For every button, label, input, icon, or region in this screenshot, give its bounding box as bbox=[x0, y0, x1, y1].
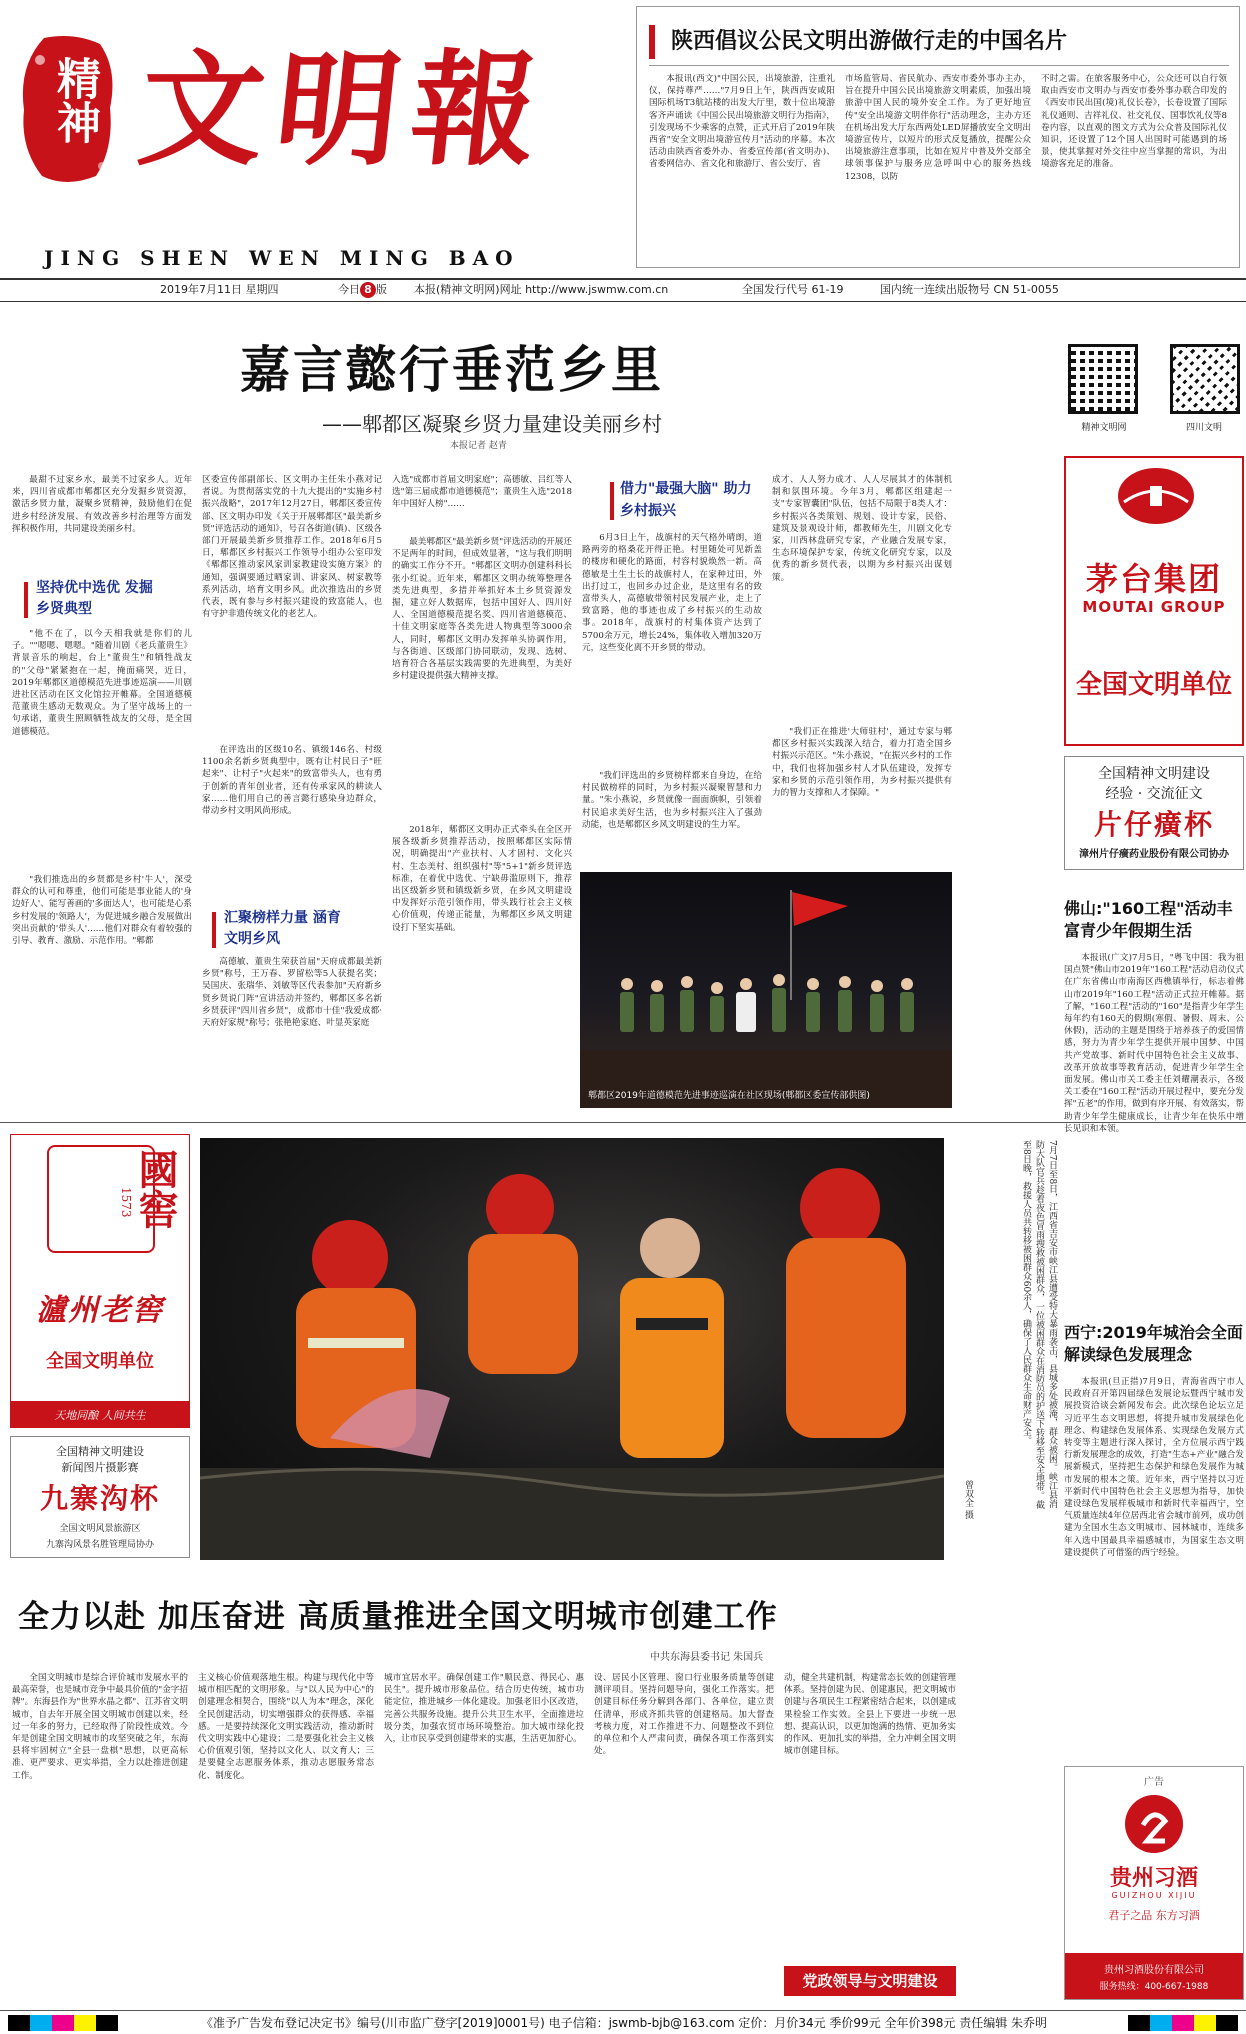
pages-prefix: 今日 bbox=[338, 283, 360, 296]
guojiao-brand: 瀘州老窖 bbox=[36, 1293, 164, 1328]
stage-photo bbox=[580, 872, 952, 1108]
flood-photo bbox=[200, 1138, 944, 1560]
bottom-col2: 主义核心价值观落地生根。构建与现代化中等城市相匹配的文明形象。与"以人民为中心"的创建理念相契合，围绕"以人为本"理念，深化全民创建活动，切实增强群众的获得感、幸福感。一是要持续深化文明实践活动，推动新时代文明实践中心建设；二是要强化社会主义核心价值观引领，坚持以文化人、以文育人；三是要健全志愿服务体系，推动志愿服务常态化、制度化。 bbox=[198, 1673, 374, 1781]
masthead-seal bbox=[14, 30, 122, 190]
section-rule bbox=[0, 1122, 1246, 1123]
lead-sub1-text: 坚持优中选优 发掘乡贤典型 bbox=[36, 580, 153, 617]
lead-sub2-bar bbox=[212, 912, 216, 948]
bottom-byline: 中共东海县委书记 朱国兵 bbox=[650, 1652, 764, 1663]
lead-col1-c: "我们推选出的乡贤都是乡村'牛人'，深受群众的认可和尊重，他们可能是事业能人的'身边好人'、能写善画的'多面达人'，也可能是心系乡村发展的'领路人'，为促进城乡融合发展做出突出贡献的'带头人'……他们对群众有着较强的引导、教育、激励、示范作用。"郫都 bbox=[12, 875, 192, 947]
lead-sub2-text: 汇聚榜样力量 涵育文明乡风 bbox=[224, 910, 341, 947]
top-news-col3: 不时之需。在旅客服务中心，公众还可以自行领取由西安市文明办与西安市委外事办联合印发的《西安市民出国(境)礼仪长卷》，长卷设置了国际礼仪通则、吉祥礼仪、社交礼仪、国事饮礼仪等8卷内容，以直观的图文方式为公众普及国际礼仪知识，还设置了12个国人出国时可能遇到的场景，使其掌握对外交往中应当掌握的常识，为出境游客充足的准备。 bbox=[1041, 74, 1227, 170]
lead-sub3-text: 借力"最强大脑" 助力乡村振兴 bbox=[620, 481, 752, 519]
pzh-brand: 片仔癀杯 bbox=[1093, 808, 1214, 841]
lead-col3-a: 入选"成都市首届文明家庭"；高德敏、吕红等人选"第三届成都市道德模范"；董贵生入选"2018年中国好人榜"…… bbox=[392, 475, 572, 510]
guizhou-company: 贵州习酒股份有限公司 bbox=[1104, 1965, 1204, 1976]
jzg-co2: 九寨沟风景名胜管理局协办 bbox=[45, 1540, 154, 1550]
guojiao-tag: 全国文明单位 bbox=[46, 1351, 154, 1372]
lead-col4-a: 6月3日上午，战旗村的天气格外晴朗，道路两旁的格桑花开得正艳。村里随处可见新盖的楼房和硬化的路面，村容村貌焕然一新。高德敏是土生土长的战旗村人，在家种过田，外出打过工，也回乡办过企业，是这里有名的致富带头人，高德敏带领村民发展产业，走上了致富路，他的事迹也成了乡村振兴的生动故事。2018年，战旗村的村集体资产达到了5700余万元，增长24%，集体收入增加320万元，这些变化离不开乡贤的带动。 bbox=[582, 533, 762, 653]
footer-text: 《准予广告发布登记决定书》编号(川市监广登字[2019]0001号) 电子信箱：jswmb-bjb@163.com 定价：月价34元 季价99元 全年价398元 责任编辑 朱乔明 bbox=[200, 2016, 1048, 2030]
date-bar bbox=[0, 278, 1246, 302]
lead-sub2 bbox=[202, 908, 382, 950]
guojiao-year: 1573 bbox=[119, 1187, 133, 1218]
guojiao-seal-text: 國窖 bbox=[132, 1149, 179, 1229]
lead-col1-b: "他不在了，以今天相我就是你们的儿子。""嗯嗯、嗯嗯。"随着川剧《老兵董贵生》背景音乐的响起，台上"董贵生"和牺牲战友的"父母"紧紧抱在一起，掩面痛哭，近日，2019年郫都区道德模范先进事迹巡演——川剧进社区活动在区文化馆拉开帷幕。全国道德模范董贵生感动无数观众。为了坚守战场上的一句承诺，董贵生照顾牺牲战友的父母，是全国道德模范。 bbox=[12, 629, 192, 737]
pages-line bbox=[338, 280, 387, 300]
top-news-bar bbox=[649, 25, 655, 59]
stage-caption: 郫都区2019年道德模范先进事迹巡演在社区现场(郫都区委宣传部供图) bbox=[588, 1091, 870, 1101]
ad-label: 广告 bbox=[1144, 1777, 1164, 1788]
xining-body: 本报讯(旦正措)7月9日，青海省西宁市人民政府召开第四届绿色发展论坛暨西宁城市发展投资洽谈会新闻发布会。此次绿色论坛立足习近平生态文明思想，将提升城市发展绿色化理念、构建绿色发展体系、实现绿色发展方式转变等主题进行深入探讨，全方位展示西宁践行新发展理念的成效，打造"生态+产业"融合发展新模式，坚持把生态保护和绿色发展作为城市发展的根本之策。近年来，西宁坚持以习近平新时代中国特色社会主义思想为指导，加快建设绿色发展样板城市和新时代幸福西宁，空气质量连续4年位居西北省会城市前列，成功创建为全国水生态文明城市、园林城市，连续多年入选中国最具幸福感城市，为国家生态文明建设提供了可借鉴的西宁经验。 bbox=[1064, 1377, 1244, 1558]
foshan-title: 佛山:"160工程"活动丰富青少年假期生活 bbox=[1064, 899, 1233, 940]
pzh-ad bbox=[1064, 756, 1244, 870]
guizhou-en: GUIZHOU XIJIU bbox=[1111, 1891, 1197, 1900]
jzg-mid: 新闻图片摄影赛 bbox=[61, 1461, 139, 1474]
moutai-tag: 全国文明单位 bbox=[1075, 670, 1232, 700]
code-line: 全国发行代号 61-19 bbox=[742, 283, 844, 296]
guizhou-brand: 贵州习酒 bbox=[1109, 1865, 1198, 1891]
lead-col2-b: 在评选出的区级10名、镇级146名、村级1100余名新乡贤典型中，既有让村民日子"旺起来"、让村子"火起来"的致富带头人，也有勇于创新的青年创业者，还有传承家风的耕读人家……他们用自己的善言懿行感染身边群众，带动乡村文明风尚形成。 bbox=[202, 745, 382, 817]
guojiao-seal bbox=[47, 1145, 179, 1253]
masthead-title: 文明報 bbox=[132, 38, 556, 183]
lead-col5-b: "我们正在推进'大师驻村'，通过专家与郫都区乡村振兴实践深入结合，着力打造全国乡村振兴示范区。"朱小燕说，"在振兴乡村的工作中，我们也将加强乡村人才队伍建设，发挥专家和乡贤的示范引领作用，为乡村振兴提供有力的智力支撑和人才保障。" bbox=[772, 727, 952, 799]
guizhou-ad bbox=[1064, 1766, 1244, 2000]
bottom-col3: 城市宜居水平。确保创建工作"顺民意、得民心、惠民生"。提升城市形象品位。结合历史传统，城市功能定位，推进城乡一体化建设。加强老旧小区改造，完善公共服务设施。提升公共卫生水平，全面推进垃圾分类，加强农贸市场环境整治。加大城市绿化投入，让市民享受到创建带来的实惠，生活更加舒心。 bbox=[384, 1673, 584, 1745]
lead-col5-a: 成才、人人努力成才、人人尽展其才的体制机制和氛围环境。今年3月，郫都区组建起一支"专家智囊团"队伍，包括不局限于8类人才：乡村振兴各类策划、规划、设计专家，民俗、建筑及景观设计师，都教师先生，川剧文化专家，川西林盘研究专家，产业融合发展专家，生态环境保护专家，传统文化研究专家，以及优秀的新乡贤代表，以期为乡村振兴出谋划策。 bbox=[772, 475, 952, 583]
guizhou-strip bbox=[1065, 1953, 1243, 1999]
flood-credit: 曾双全 摄 bbox=[963, 1480, 973, 1519]
lead-sub3 bbox=[604, 478, 784, 524]
pzh-mid: 经验 · 交流征文 bbox=[1105, 786, 1203, 802]
lead-col2-c: 高德敏、董贵生荣获首届"天府成都最美新乡贤"称号，王万春、罗留松等5人获提名奖；吴国庆、张瑞华、刘敏等区代表参加"天府新乡贤乡贤说门阵"宣讲活动并签约，郫都区多名新乡贤获评"四川省乡贤"，成都市十佳"我爱成都·天府好家规"称号；张艳艳家庭、叶显英家庭 bbox=[202, 957, 382, 1029]
footer-swatch-right bbox=[1128, 2015, 1238, 2031]
qr-label-1: 精神文明网 bbox=[1081, 423, 1127, 433]
footer-swatch-left bbox=[8, 2015, 118, 2031]
pages-suffix: 版 bbox=[376, 283, 387, 296]
top-news-rule bbox=[649, 65, 1229, 66]
lead-sub3-bar bbox=[610, 482, 614, 520]
footer-bar bbox=[0, 2010, 1246, 2034]
lead-col3-c: 2018年，郫都区文明办正式牵头在全区开展各级新乡贤推荐活动，按照郫都区实际情况，明确提出"产业扶村、人才固村、文化兴村、生态美村、组织强村"等"5+1"新乡贤评选标准，在着优中选优、宁缺毋滥原则下，推荐出区级新乡贤和镇级新乡贤，在乡风文明建设中发挥好示范引领作用，带头践行社会主义核心价值观，传递正能量，为郫都区乡风文明建设打下坚实基础。 bbox=[392, 825, 572, 933]
moutai-ad bbox=[1064, 456, 1244, 746]
qr-label-2: 四川文明 bbox=[1185, 423, 1222, 433]
moutai-en: MOUTAI GROUP bbox=[1082, 598, 1226, 616]
lead-col1-intro: 最甜不过家乡水，最美不过家乡人。近年来，四川省成都市郫都区充分发掘乡贤资源，激活乡贤力量，凝聚乡贤精神，鼓励他们在促进乡村经济发展、有效改善乡村治理等方面发挥积极作用，共同建设美丽乡村。 bbox=[12, 475, 192, 534]
bottom-col4: 设、居民小区管理、窗口行业服务质量等创建测评项目。坚持问题导向，强化工作落实。把创建目标任务分解到各部门、各单位，建立责任清单，形成齐抓共管的创建格局。加大督查考核力度，对工作推进不力、问题整改不到位的单位和个人严肃问责，确保各项工作落到实处。 bbox=[594, 1673, 774, 1757]
bottom-title: 全力以赴 加压奋进 高质量推进全国文明城市创建工作 bbox=[18, 1599, 778, 1635]
jzg-co1: 全国文明风景旅游区 bbox=[59, 1524, 141, 1534]
qr-code-2[interactable] bbox=[1170, 344, 1240, 414]
pzh-co: 漳州片仔癀药业股份有限公司协办 bbox=[1079, 849, 1229, 860]
guojiao-ad bbox=[10, 1134, 190, 1428]
top-news-title: 陕西倡议公民文明出游做行走的中国名片 bbox=[671, 29, 1068, 54]
lead-col3-b: 最美郫都区"最美新乡贤"评选活动的开展还不足两年的时间，但成效显著，"这与我们明明的确实工作分不开。"郫都区文明办创建科科长张小红说。近年来，郫都区文明办统筹整理各类先进典型，多措并举抓好本土乡贤资源发掘，建立好人数据库，包括中国好人、四川好人、全国道德模范提名奖、四川省道德模范、十佳文明家庭等各类先进人物典型等3000余人，同时，郫都区文明办发挥单头协调作用，与各街道、区级部门协同联动，发现、选树、培育符合各基层实践需要的先进典型，为美好乡村建设提供强大精神支撑。 bbox=[392, 537, 572, 682]
jzg-brand: 九寨沟杯 bbox=[39, 1482, 160, 1515]
date-line: 2019年7月11日 星期四 bbox=[160, 283, 279, 296]
bottom-col5: 动，健全共建机制，构建常态长效的创建管理体系。坚持创建为民、创建惠民，把文明城市创建与各项民生工程紧密结合起来，以创建成果检验工作实效。全县上下要进一步统一思想、提高认识，以更加饱满的热情、更加务实的作风、更加扎实的举措，全力冲刺全国文明城市创建目标。 bbox=[784, 1673, 956, 1757]
xining-title: 西宁:2019年城治会全面解读绿色发展理念 bbox=[1064, 1323, 1243, 1364]
moutai-name: 茅台集团 bbox=[1085, 560, 1222, 598]
lead-byline: 本报记者 赵青 bbox=[450, 441, 507, 451]
guizhou-slogan: 君子之品 东方习酒 bbox=[1108, 1909, 1200, 1922]
masthead bbox=[0, 0, 630, 300]
url-line: 本报(精神文明网)网址 http://www.jswmw.com.cn bbox=[414, 283, 669, 296]
qr-block bbox=[1064, 340, 1244, 436]
jzg-top: 全国精神文明建设 bbox=[56, 1445, 144, 1458]
pages-num: 8 bbox=[360, 282, 376, 298]
top-news-box bbox=[636, 6, 1240, 268]
guojiao-slogan: 天地同酿 人间共生 bbox=[54, 1409, 146, 1422]
seal-text: 精神 bbox=[49, 56, 100, 144]
lead-col2-a: 区委宣传部副部长、区文明办主任朱小燕对记者说。为贯彻落实党的十九大提出的"实施乡村振兴战略"，2017年12月27日，郫都区委宣传部、区文明办印发《关于开展郫都区"最美新乡贤"评选活动的通知》，号召各街道(镇)、区级各部门开展最美新乡贤推荐工作。2018年6月5日，郫都区乡村振兴工作领导小组办公室印发《郫都区推动家风家训家教建设实施方案》的通知，强调要通过晒家训、讲家风、树家教等系列活动，培育文明乡风。此次推选出的乡贤代表，既有参与乡村振兴建设的致富能人，也有守护非遗传统文化的老艺人。 bbox=[202, 475, 382, 620]
masthead-pinyin: JING SHEN WEN MING BAO bbox=[44, 246, 520, 270]
guizhou-logo bbox=[1125, 1795, 1183, 1853]
lead-title: 嘉言懿行垂范乡里 bbox=[240, 341, 664, 399]
foshan-body: 本报讯(广文)7月5日，"粤飞中国：我为祖国点赞"佛山市2019年"160工程"活动启动仪式在广东省佛山市南海区西樵镇举行，标志着佛山市2019年"160工程"活动正式拉开帷幕。据了解，"160工程"活动的"160"是指青少年学生每年约有160天的假期(寒假、暑假、周末、公休假)，活动的主题是围绕于培养孩子的爱国情感，努力为青少年学生提供开展中国梦、中国共产党故事、新时代中国特色社会主义故事、改革开放故事等教育活动，促进青少年学生全面发展。佛山市关工委主任刘耀潮表示，各级关工委在"160工程"活动开展过程中，要充分发挥"五老"的作用，做到有序开展、有效落实，帮助青少年学生健康成长，让青少年在快乐中增长见识和本领。 bbox=[1064, 953, 1244, 1134]
pzh-top: 全国精神文明建设 bbox=[1098, 766, 1210, 782]
lead-sub1-bar bbox=[24, 582, 28, 618]
top-news-col1: 本报讯(西文)"中国公民，出境旅游，注重礼仪，保持尊严……"7月9日上午，陕西西安咸阳国际机场T3航站楼的出发大厅里，数十位出境游客齐声诵读《中国公民出境旅游文明行为指南》，引发现场不少乘客的点赞，正式开启了2019年陕西省"安全文明出境游宣传月"活动的序幕。本次活动由陕西省委外办、省委宣传部(省文明办)、省委网信办、省文化和旅游厅、省公安厅、省 bbox=[649, 74, 835, 170]
qr-code-1[interactable] bbox=[1068, 344, 1138, 414]
flood-caption: 7月7日至8日，江西省吉安市峡江县遭受特大暴雨袭击，县城多处被淹，群众被困。峡江县消防大队官兵趁着夜色冒雨搜救被困群众，一位被困群众在消防员的护送下转移至安全地带。截至8日晚，救援人员共转移被困群众60余人，确保了人民群众生命财产安全。 bbox=[1021, 1140, 1057, 1509]
bottom-tag: 党政领导与文明建设 bbox=[784, 1966, 956, 1996]
jzg-ad bbox=[10, 1436, 190, 1558]
lead-col4-b: "我们评选出的乡贤榜样都来自身边，在给村民做榜样的同时，为乡村振兴凝聚智慧和力量。"朱小燕说，乡贤就像一面面旗帜，引领着村民追求美好生活，也为乡村振兴注入了强劲动能，也是郫都区乡风文明建设的生力军。 bbox=[582, 771, 762, 830]
cn-line: 国内统一连续出版物号 CN 51-0055 bbox=[880, 283, 1059, 296]
lead-subtitle: ——郫都区凝聚乡贤力量建设美丽乡村 bbox=[322, 412, 662, 436]
lead-sub1 bbox=[12, 578, 192, 620]
bottom-col1: 全国文明城市是综合评价城市发展水平的最高荣誉，也是城市竞争中最具价值的"金字招牌"。东海县作为"世界水晶之都"、江苏省文明城市，自去年开展全国文明城市创建以来，经过一年多的努力，已经取得了阶段性成效。今年是创建全国文明城市的攻坚突破之年，东海县将牢固树立"全县一盘棋"思想，以更高标准、更严要求、更实举措，全力以赴推进创建工作。 bbox=[12, 1673, 188, 1781]
guizhou-hotline: 服务热线：400-667-1988 bbox=[1099, 1982, 1209, 1992]
top-news-col2: 市场监管局、省民航办、西安市委外事办主办，旨在提升中国公民出境旅游文明素质，加强出境旅游中国人民的境外安全工作。为了更好地宣传"安全出境游文明伴你行"活动理念，主办方还在机场出发大厅东西两处LED屏播放安全文明出境游宣传片，以短片的形式反复播放，提醒公众出境旅游注意事项，比如在短片中普及外交部全球领事保护与服务应急呼叫中心的服务热线12308，以防 bbox=[845, 74, 1031, 182]
moutai-logo bbox=[1116, 466, 1196, 528]
